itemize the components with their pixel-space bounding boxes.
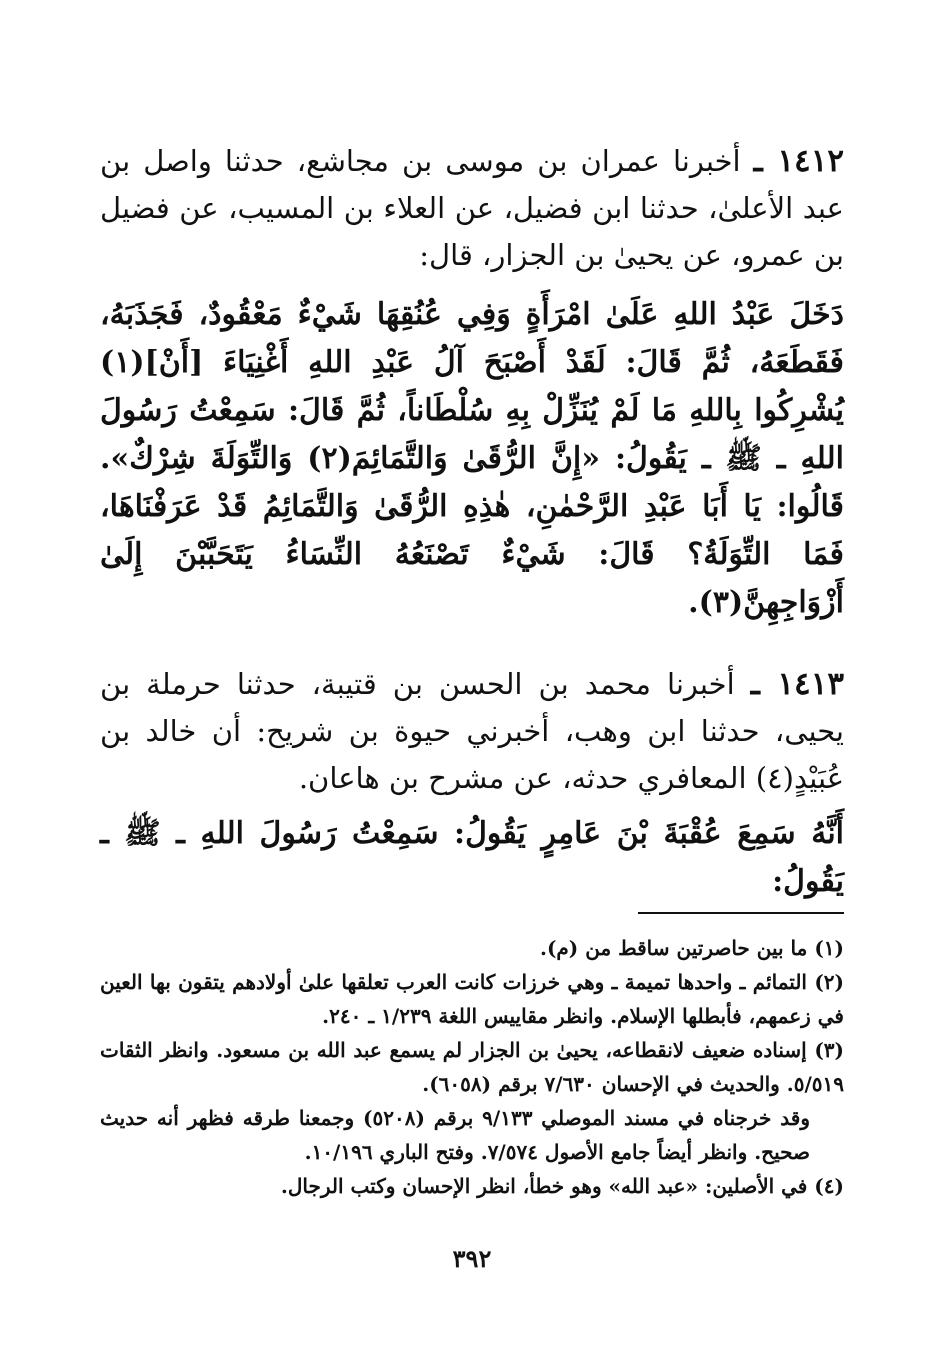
hadith-1413 [100,661,844,906]
hadith-1412 [100,138,844,627]
footnote-4: (٤) في الأصلين: «عبد الله» وهو خطأ، انظر الإحسان وكتب الرجال. [280,1174,844,1198]
hadith-1412-matn: دَخَلَ عَبْدُ اللهِ عَلَىٰ امْرَأَةٍ وَفِي عُنُقِهَا شَيْءٌ مَعْقُودٌ، فَجَذَبَهُ، فَقَطَعَهُ، ثُمَّ قَالَ: لَقَدْ أَصْبَحَ آلُ عَبْدِ اللهِ أَغْنِيَاءَ [أَنْ](١) يُشْرِكُوا بِاللهِ مَا لَمْ يُنَزِّلْ بِهِ سُلْطَاناً، ثُمَّ قَالَ: سَمِعْتُ رَسُولَ اللهِ ـ ﷺ ـ يَقُولُ: «إِنَّ الرُّقَىٰ وَالتَّمَائِمَ(٢) وَالتِّوَلَةَ شِرْكٌ». قَالُوا: يَا أَبَا عَبْدِ الرَّحْمٰنِ، هٰذِهِ الرُّقَىٰ وَالتَّمَائِمُ قَدْ عَرَفْنَاهَا، فَمَا التِّوَلَةُ؟ قَالَ: شَيْءٌ تَصْنَعُهُ النِّسَاءُ يَتَحَبَّبْنَ إِلَىٰ أَزْوَاجِهِنَّ(٣). [100,297,844,620]
page-number: ٣٩٢ [452,1244,492,1273]
hadith-1412-isnad-text: أخبرنا عمران بن موسى بن مجاشع، حدثنا واصل بن عبد الأعلىٰ، حدثنا ابن فضيل، عن العلاء بن المسيب، عن فضيل بن عمرو، عن يحيىٰ بن الجزار، قال: [100,144,844,272]
footnote-1: (١) ما بين حاصرتين ساقط من (م). [540,936,844,960]
hadith-1413-isnad-text: أخبرنا محمد بن الحسن بن قتيبة، حدثنا حرملة بن يحيى، حدثنا ابن وهب، أخبرني حيوة بن شريح: أن خالد بن عُبَيْدٍ(٤) المعافري حدثه، عن مشرح بن هاعان. [100,667,844,795]
footnote-3: (٣) إسناده ضعيف لانقطاعه، يحيىٰ بن الجزار لم يسمع عبد الله بن مسعود. وانظر الثقات ٥/٥١٩. والحديث في الإحسان ٧/٦٣٠ برقم (٦٠٥٨). [100,1038,844,1096]
footnotes [100,931,844,1203]
footnote-2: (٢) التمائم ـ واحدها تميمة ـ وهي خرزات كانت العرب تعلقها علىٰ أولادهم يتقون بها العين في زعمهم، فأبطلها الإسلام. وانظر مقاييس اللغة ١/٢٣٩ ـ ٢٤٠. [100,970,844,1028]
hadith-1412-isnad [100,138,844,279]
book-page [100,138,844,1278]
footnote-separator [638,912,844,914]
footnote-3-continuation: وقد خرجناه في مسند الموصلي ٩/١٣٣ برقم (٥٢٠٨) وجمعنا طرقه فظهر أنه حديث صحيح. وانظر أيضاً جامع الأصول ٧/٥٧٤. وفتح الباري ١٠/١٩٦. [100,1106,810,1164]
hadith-1413-matn: أَنَّهُ سَمِعَ عُقْبَةَ بْنَ عَامِرٍ يَقُولُ: سَمِعْتُ رَسُولَ اللهِ ـ ﷺ ـ يَقُولُ: [100,816,844,899]
hadith-1413-number: ١٤١٣ ـ [750,666,845,702]
hadith-1412-number: ١٤١٢ ـ [753,143,844,179]
hadith-1413-isnad [100,661,844,802]
